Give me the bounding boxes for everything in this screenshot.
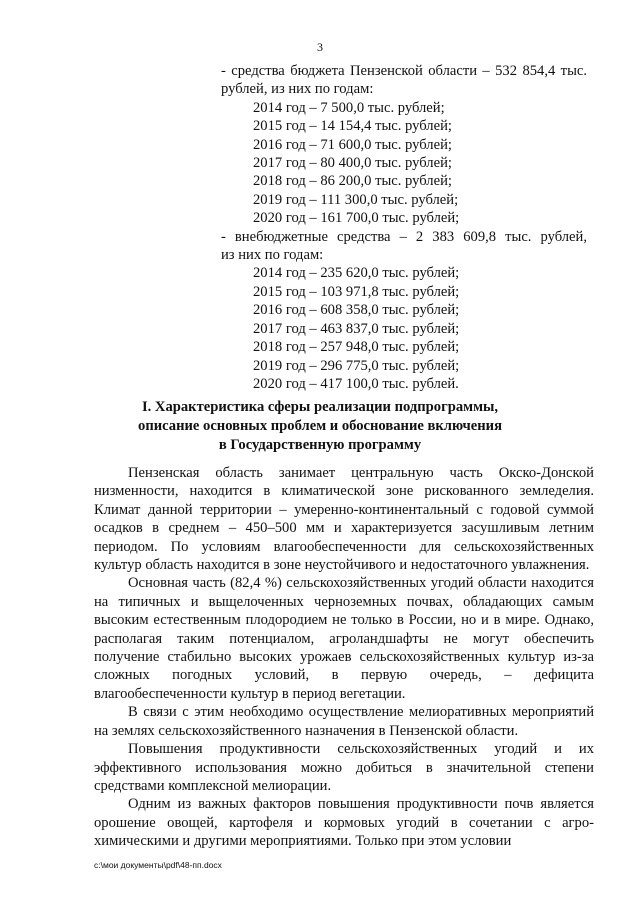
paragraph: Основная часть (82,4 %) сельскохозяйственных угодий области находится на типичных и выщелоченных черноземных почвах, обладающих самым высоким естественным плодородием не только в России, но и в мире. Однако, располагая таким потенциалом, агроландшафты не могут обеспечить получение стабильно высоких урожаев сельскохозяйственных культур из-за сложных погодных условий, в первую очередь, – дефицита влагообеспеченности культур в период вегетации. — [94, 575, 594, 702]
footer-file-path: c:\мои документы\pdf\48-пп.docx — [94, 860, 222, 870]
extra-year-2018: 2018 год – 257 948,0 тыс. рублей; — [253, 339, 460, 356]
extra-budget-intro: - внебюджетные средства – 2 383 609,8 тыс. рублей, — [221, 228, 587, 245]
section-heading-line: I. Характеристика сферы реализации подпрограммы, — [141, 399, 499, 415]
regional-year-2020: 2020 год – 161 700,0 тыс. рублей; — [253, 210, 460, 227]
extra-year-2017: 2017 год – 463 837,0 тыс. рублей; — [253, 320, 460, 337]
extra-year-2019: 2019 год – 296 775,0 тыс. рублей; — [253, 357, 460, 374]
regional-budget-intro-cont: рублей, из них по годам: — [221, 81, 374, 98]
section-heading-line: описание основных проблем и обоснование включения — [138, 418, 502, 434]
regional-year-2014: 2014 год – 7 500,0 тыс. рублей; — [253, 99, 445, 116]
regional-year-2015: 2015 год – 14 154,4 тыс. рублей; — [253, 118, 452, 135]
regional-year-2018: 2018 год – 86 200,0 тыс. рублей; — [253, 173, 452, 190]
paragraph: Повышения продуктивности сельскохозяйственных угодий и их эффективного использования можно добиться в значительной степени средствами комплексной мелиорации. — [94, 741, 594, 794]
regional-year-2019: 2019 год – 111 300,0 тыс. рублей; — [253, 191, 459, 208]
funding-block — [221, 62, 587, 393]
regional-year-2016: 2016 год – 71 600,0 тыс. рублей; — [253, 136, 452, 153]
body-text — [94, 464, 594, 851]
extra-budget-intro-cont: из них по годам: — [221, 247, 324, 264]
paragraph: Одним из важных факторов повышения продуктивности почв является орошение овощей, картофеля и кормовых угодий в сочетании с агро-химическими и другими мероприятиями. Только при этом условии — [94, 796, 594, 850]
section-heading-line: в Государственную программу — [218, 437, 422, 453]
extra-year-2020: 2020 год – 417 100,0 тыс. рублей. — [253, 375, 459, 392]
section-heading — [60, 398, 580, 455]
page-number: 3 — [317, 40, 323, 54]
extra-year-2014: 2014 год – 235 620,0 тыс. рублей; — [253, 265, 460, 282]
extra-year-2015: 2015 год – 103 971,8 тыс. рублей; — [253, 283, 460, 300]
paragraph: Пензенская область занимает центральную часть Окско-Донской низменности, находится в климатической зоне рискованного земледелия. Климат данной территории – умеренно-континентальный с годовой суммой осадков в среднем – 450–500 мм и характеризуется засушливым летним периодом. По условиям влагообеспеченности для сельскохозяйственных культур область находится в зоне неустойчивого и недостаточного увлажнения. — [94, 465, 594, 574]
regional-year-2017: 2017 год – 80 400,0 тыс. рублей; — [253, 155, 452, 172]
paragraph: В связи с этим необходимо осуществление мелиоративных мероприятий на землях сельскохозяйственного назначения в Пензенской области. — [94, 704, 594, 739]
regional-budget-intro: - средства бюджета Пензенской области – 532 854,4 тыс. — [221, 63, 587, 79]
extra-year-2016: 2016 год – 608 358,0 тыс. рублей; — [253, 302, 460, 319]
